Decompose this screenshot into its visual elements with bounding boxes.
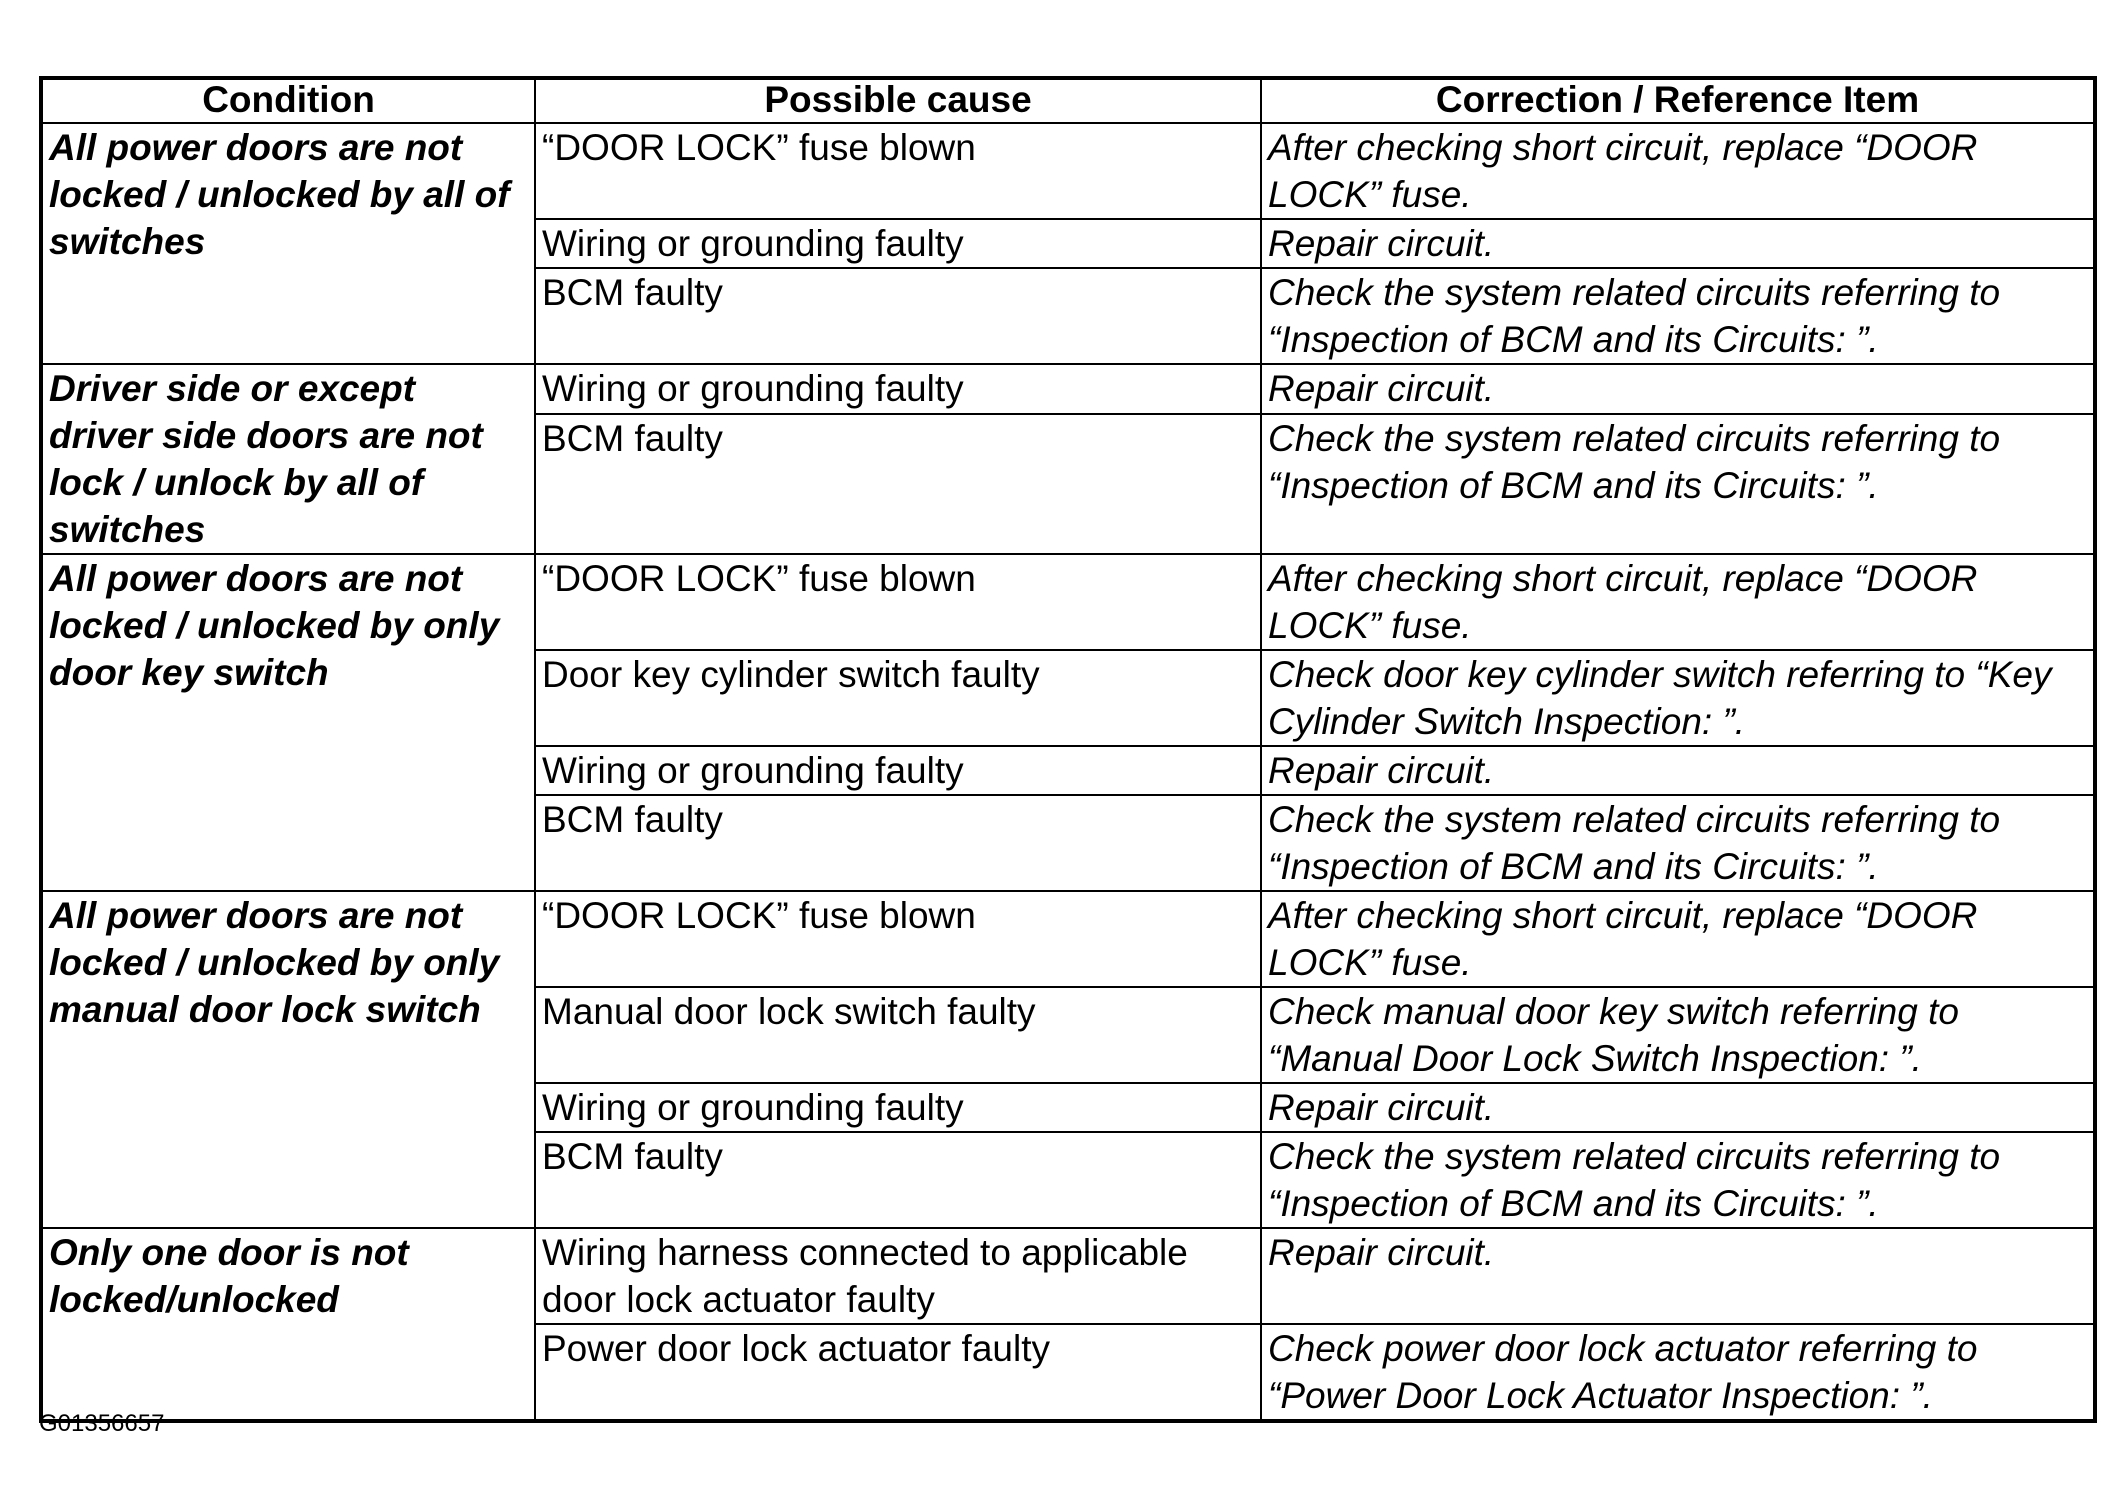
figure-id: G01356657 xyxy=(39,1410,165,1437)
correction-cell: Check power door lock actuator referring to “Power Door Lock Actuator Inspection: ”. xyxy=(1261,1324,2095,1421)
correction-cell: After checking short circuit, replace “DOOR LOCK” fuse. xyxy=(1261,891,2095,987)
cause-cell: Wiring or grounding faulty xyxy=(535,364,1261,414)
correction-cell: Check the system related circuits referring to “Inspection of BCM and its Circuits: ”. xyxy=(1261,795,2095,891)
header-condition: Condition xyxy=(41,78,535,123)
cause-cell: Wiring harness connected to applicable door lock actuator faulty xyxy=(535,1228,1261,1324)
header-row xyxy=(41,78,2095,123)
condition-cell: Only one door is not locked/unlocked xyxy=(41,1228,535,1421)
correction-cell: Repair circuit. xyxy=(1261,746,2095,795)
correction-cell: After checking short circuit, replace “DOOR LOCK” fuse. xyxy=(1261,123,2095,219)
cause-cell: Wiring or grounding faulty xyxy=(535,219,1261,268)
cause-cell: “DOOR LOCK” fuse blown xyxy=(535,891,1261,987)
condition-cell: All power doors are not locked / unlocked by all of switches xyxy=(41,123,535,364)
correction-cell: Repair circuit. xyxy=(1261,1083,2095,1132)
condition-cell: All power doors are not locked / unlocked by only door key switch xyxy=(41,554,535,891)
cause-cell: BCM faulty xyxy=(535,414,1261,554)
correction-cell: Check door key cylinder switch referring to “Key Cylinder Switch Inspection: ”. xyxy=(1261,650,2095,746)
cause-cell: BCM faulty xyxy=(535,1132,1261,1228)
cause-cell: Wiring or grounding faulty xyxy=(535,746,1261,795)
correction-cell: Check the system related circuits referring to “Inspection of BCM and its Circuits: ”. xyxy=(1261,1132,2095,1228)
table-body xyxy=(41,123,2095,1421)
correction-cell: Check manual door key switch referring to “Manual Door Lock Switch Inspection: ”. xyxy=(1261,987,2095,1083)
correction-cell: After checking short circuit, replace “DOOR LOCK” fuse. xyxy=(1261,554,2095,650)
correction-cell: Repair circuit. xyxy=(1261,364,2095,414)
table-row xyxy=(41,554,2095,650)
condition-cell: Driver side or except driver side doors are not lock / unlock by all of switches xyxy=(41,364,535,554)
troubleshooting-table xyxy=(39,76,2097,1423)
cause-cell: BCM faulty xyxy=(535,268,1261,364)
cause-cell: Manual door lock switch faulty xyxy=(535,987,1261,1083)
cause-cell: Wiring or grounding faulty xyxy=(535,1083,1261,1132)
table-row xyxy=(41,1228,2095,1324)
table-row xyxy=(41,123,2095,219)
cause-cell: “DOOR LOCK” fuse blown xyxy=(535,123,1261,219)
table-row xyxy=(41,891,2095,987)
correction-cell: Repair circuit. xyxy=(1261,1228,2095,1324)
condition-cell: All power doors are not locked / unlocked by only manual door lock switch xyxy=(41,891,535,1228)
correction-cell: Check the system related circuits referring to “Inspection of BCM and its Circuits: ”. xyxy=(1261,268,2095,364)
cause-cell: “DOOR LOCK” fuse blown xyxy=(535,554,1261,650)
correction-cell: Repair circuit. xyxy=(1261,219,2095,268)
cause-cell: Power door lock actuator faulty xyxy=(535,1324,1261,1421)
correction-cell: Check the system related circuits referring to “Inspection of BCM and its Circuits: ”. xyxy=(1261,414,2095,554)
header-possible-cause: Possible cause xyxy=(535,78,1261,123)
cause-cell: Door key cylinder switch faulty xyxy=(535,650,1261,746)
cause-cell: BCM faulty xyxy=(535,795,1261,891)
header-correction: Correction / Reference Item xyxy=(1261,78,2095,123)
table-row xyxy=(41,364,2095,414)
